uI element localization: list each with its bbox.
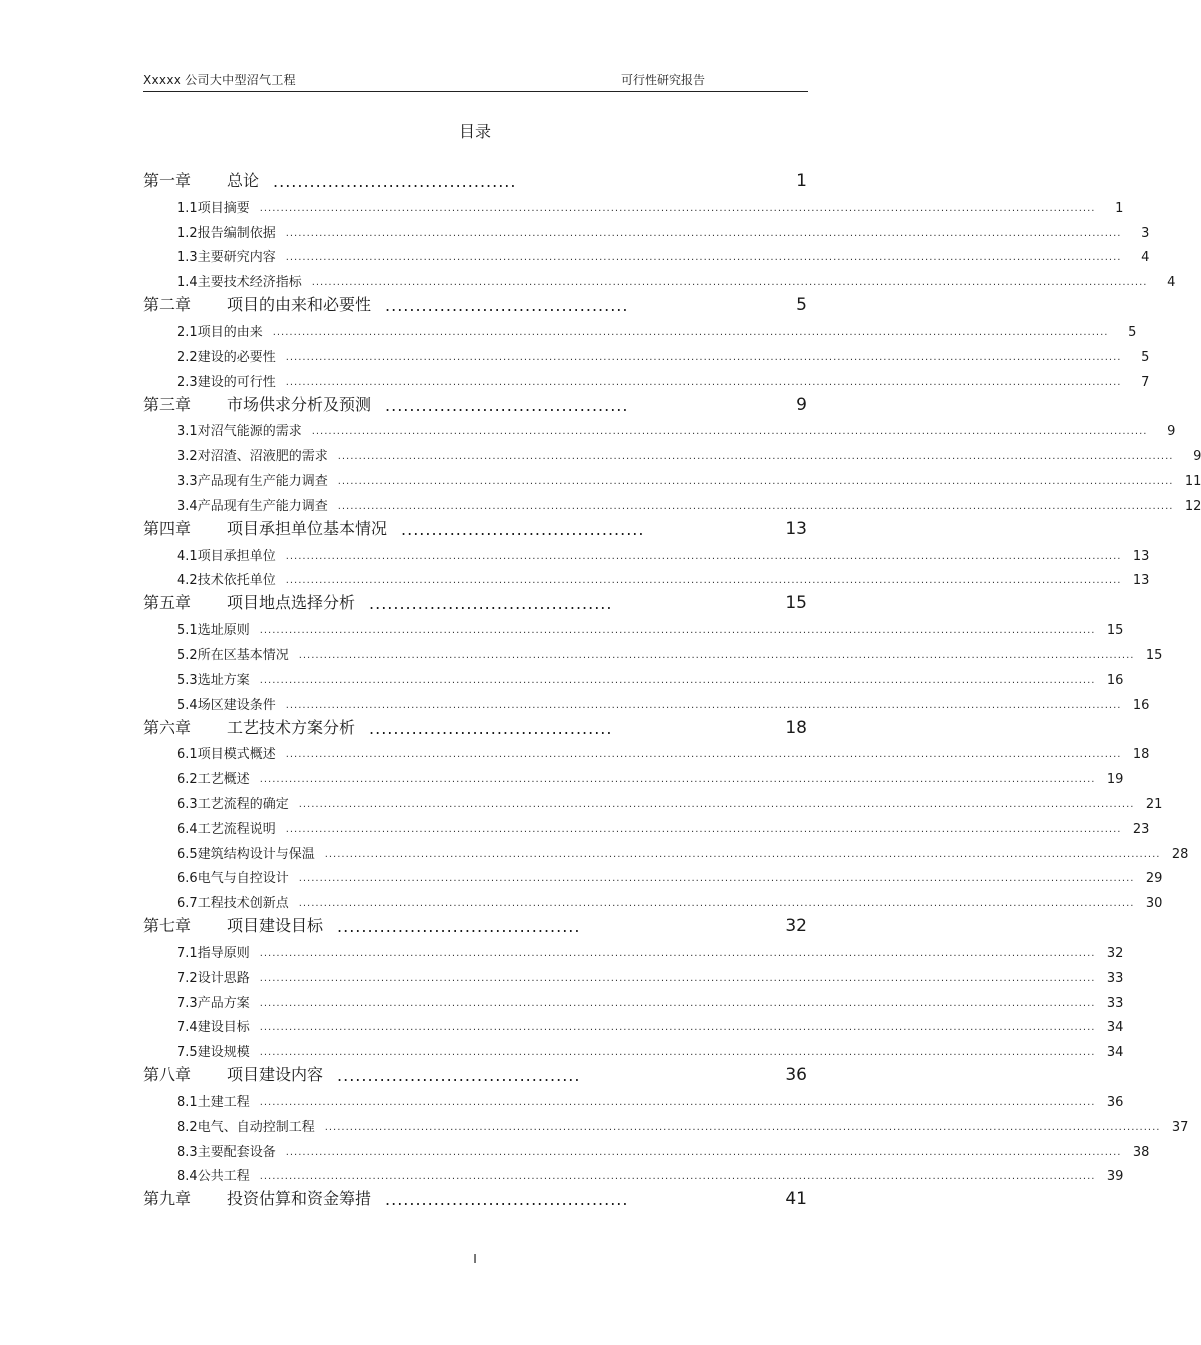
- leader-dots: ........................................................................................................................................................................................................: [259, 774, 1096, 786]
- leader-dots: ........................................................................................................................................................................................................: [298, 649, 1135, 661]
- page-number: 30: [1145, 896, 1163, 912]
- leader-dots: ........................................: [337, 917, 581, 937]
- section-number: 6.1: [177, 747, 198, 763]
- leader-dots: ........................................................................................................................................................................................................: [324, 1121, 1161, 1133]
- toc-chapter-row[interactable]: [143, 514, 807, 539]
- toc-chapter-row[interactable]: [143, 713, 807, 738]
- chapter-title: 项目地点选择分析: [227, 593, 356, 613]
- section-number: 8.2: [177, 1119, 198, 1135]
- section-number: 7.1: [177, 945, 198, 961]
- leader-dots: ........................................................................................................................................................................................................: [337, 451, 1174, 463]
- toc-chapter-row[interactable]: [143, 588, 807, 613]
- toc-section-row[interactable]: [143, 216, 1150, 241]
- section-title: 项目摘要: [197, 200, 250, 216]
- header-company-title: Xxxxx 公司大中型沼气工程: [143, 73, 296, 87]
- leader-dots: ........................................................................................................................................................................................................: [298, 873, 1135, 885]
- section-title: 产品方案: [197, 995, 250, 1011]
- toc-section-row[interactable]: [143, 961, 1124, 986]
- toc-section-row[interactable]: [143, 837, 1189, 862]
- page-number: 33: [1106, 970, 1124, 986]
- leader-dots: ........................................................................................................................................................................................................: [259, 1171, 1096, 1183]
- leader-dots: ........................................: [401, 519, 645, 539]
- toc-section-row[interactable]: [143, 191, 1124, 216]
- section-number: 4.2: [177, 573, 198, 589]
- page-number: 36: [1106, 1094, 1124, 1110]
- section-title: 建设规模: [197, 1045, 250, 1061]
- leader-dots: ........................................................................................................................................................................................................: [259, 625, 1096, 637]
- toc-section-row[interactable]: [143, 787, 1163, 812]
- toc-section-row[interactable]: [143, 265, 1176, 291]
- page-number: 29: [1145, 871, 1163, 887]
- leader-dots: ........................................................................................................................................................................................................: [259, 1096, 1096, 1108]
- section-title: 项目承担单位: [197, 548, 276, 564]
- section-number: 6.3: [177, 796, 198, 812]
- page-number: 9: [796, 394, 807, 415]
- chapter-title: 项目建设内容: [227, 1065, 324, 1085]
- toc-section-row[interactable]: [143, 663, 1124, 688]
- section-number: 4.1: [177, 548, 198, 564]
- section-number: 3.3: [177, 473, 198, 489]
- leader-dots: ........................................................................................................................................................................................................: [298, 898, 1135, 910]
- page-number: 38: [1132, 1144, 1150, 1160]
- chapter-label: 第五章: [143, 593, 192, 613]
- chapter-title: 投资估算和资金筹措: [227, 1189, 372, 1209]
- section-number: 3.4: [177, 498, 198, 514]
- leader-dots: ........................................................................................................................................................................................................: [259, 997, 1096, 1009]
- toc-section-row[interactable]: [143, 1135, 1150, 1160]
- page-number: 7: [1141, 374, 1150, 390]
- page-number: 12: [1184, 498, 1201, 514]
- leader-dots: ........................................................................................................................................................................................................: [298, 798, 1135, 810]
- section-number: 6.7: [177, 896, 198, 912]
- page-number: 41: [785, 1189, 807, 1210]
- section-number: 8.1: [177, 1094, 198, 1110]
- page-number: 32: [1106, 945, 1124, 961]
- section-number: 1.2: [177, 225, 198, 241]
- section-title: 选址方案: [197, 672, 250, 688]
- toc-section-row[interactable]: [143, 539, 1150, 564]
- page-number: 16: [1106, 672, 1124, 688]
- page-number: 32: [785, 916, 807, 937]
- leader-dots: ........................................................................................................................................................................................................: [285, 1146, 1122, 1158]
- toc-section-row[interactable]: [143, 1011, 1124, 1036]
- section-title: 主要研究内容: [197, 250, 276, 266]
- chapter-title: 工艺技术方案分析: [227, 717, 356, 737]
- toc-section-row[interactable]: [143, 365, 1150, 390]
- section-number: 7.5: [177, 1045, 198, 1061]
- toc-section-row[interactable]: [143, 564, 1150, 589]
- leader-dots: ........................................: [369, 594, 613, 614]
- leader-dots: ........................................................................................................................................................................................................: [337, 475, 1174, 487]
- page-number: 11: [1184, 473, 1201, 489]
- toc-section-row[interactable]: [143, 936, 1124, 961]
- section-title: 工艺流程的确定: [197, 796, 289, 812]
- toc-chapter-row[interactable]: [143, 911, 807, 936]
- page-number: 13: [1132, 548, 1150, 564]
- toc-section-row[interactable]: [143, 489, 1201, 514]
- leader-dots: ........................................................................................................................................................................................................: [259, 202, 1096, 214]
- toc-section-row[interactable]: [143, 439, 1201, 465]
- section-title: 指导原则: [197, 945, 250, 961]
- toc-section-row[interactable]: [143, 986, 1124, 1011]
- leader-dots: ........................................................................................................................................................................................................: [285, 575, 1122, 587]
- leader-dots: ........................................................................................................................................................................................................: [259, 674, 1096, 686]
- page-number: 5: [1141, 349, 1150, 365]
- leader-dots: ........................................................................................................................................................................................................: [311, 426, 1148, 438]
- toc-section-row[interactable]: [143, 464, 1201, 489]
- toc-chapter-row[interactable]: [143, 390, 807, 415]
- toc-section-row[interactable]: [143, 241, 1150, 266]
- section-number: 6.6: [177, 871, 198, 887]
- page-number: 13: [785, 518, 807, 539]
- chapter-label: 第七章: [143, 916, 192, 936]
- section-number: 1.4: [177, 275, 198, 291]
- page-number: 5: [796, 295, 807, 316]
- section-title: 选址原则: [197, 623, 250, 639]
- toc-section-row[interactable]: [143, 812, 1150, 837]
- page-number-footer: I: [473, 1252, 477, 1266]
- leader-dots: ........................................................................................................................................................................................................: [285, 749, 1122, 761]
- section-title: 工艺概述: [197, 772, 250, 788]
- toc-heading: 目录: [458, 122, 491, 141]
- toc-section-row[interactable]: [143, 688, 1150, 713]
- section-number: 6.4: [177, 821, 198, 837]
- section-title: 场区建设条件: [197, 697, 276, 713]
- page-number: 36: [785, 1065, 807, 1086]
- chapter-label: 第四章: [143, 518, 192, 538]
- page-number: 1: [796, 171, 807, 191]
- toc-section-row[interactable]: [143, 613, 1124, 639]
- page-number: 39: [1106, 1169, 1124, 1185]
- section-title: 对沼气能源的需求: [197, 424, 302, 440]
- leader-dots: ........................................................................................................................................................................................................: [259, 1022, 1096, 1034]
- section-number: 2.2: [177, 349, 198, 365]
- page-number: 9: [1167, 424, 1176, 440]
- leader-dots: ........................................: [369, 718, 613, 738]
- section-title: 土建工程: [197, 1094, 250, 1110]
- section-number: 6.2: [177, 772, 198, 788]
- section-title: 产品现有生产能力调查: [197, 498, 328, 514]
- section-number: 3.2: [177, 449, 198, 465]
- section-title: 对沼渣、沼液肥的需求: [197, 449, 328, 465]
- toc-section-row[interactable]: [143, 762, 1124, 788]
- page-number: 3: [1141, 225, 1150, 241]
- leader-dots: ........................................................................................................................................................................................................: [285, 252, 1122, 264]
- page-number: 23: [1132, 821, 1150, 837]
- section-title: 建设目标: [197, 1020, 250, 1036]
- chapter-title: 总论: [227, 171, 260, 190]
- chapter-label: 第九章: [143, 1189, 192, 1209]
- section-title: 主要技术经济指标: [197, 275, 302, 291]
- section-title: 建设的可行性: [197, 374, 276, 390]
- section-title: 电气、自动控制工程: [197, 1119, 315, 1135]
- page-number: 15: [1145, 647, 1163, 663]
- section-number: 8.3: [177, 1144, 198, 1160]
- chapter-label: 第八章: [143, 1065, 192, 1085]
- leader-dots: ........................................................................................................................................................................................................: [285, 351, 1122, 363]
- page-number: 21: [1145, 796, 1163, 812]
- toc-chapter-row[interactable]: [143, 1060, 807, 1085]
- section-number: 7.3: [177, 995, 198, 1011]
- chapter-title: 项目建设目标: [227, 916, 324, 936]
- toc-chapter-row[interactable]: [143, 166, 807, 191]
- leader-dots: ........................................: [385, 1190, 629, 1210]
- page-number: 34: [1106, 1045, 1124, 1061]
- toc-section-row[interactable]: [143, 1085, 1124, 1110]
- toc-section-row[interactable]: [143, 315, 1137, 340]
- section-number: 5.3: [177, 672, 198, 688]
- page-number: 33: [1106, 995, 1124, 1011]
- section-number: 7.4: [177, 1020, 198, 1036]
- toc-chapter-row[interactable]: [143, 290, 807, 315]
- toc-section-row[interactable]: [143, 638, 1163, 663]
- toc-section-row[interactable]: [143, 1035, 1124, 1061]
- page-number: 4: [1167, 275, 1176, 291]
- section-title: 建设的必要性: [197, 349, 276, 365]
- section-title: 报告编制依据: [197, 225, 276, 241]
- leader-dots: ........................................................................................................................................................................................................: [285, 823, 1122, 835]
- toc-section-row[interactable]: [143, 1110, 1189, 1135]
- toc-chapter-row[interactable]: [143, 1184, 807, 1209]
- leader-dots: ........................................................................................................................................................................................................: [272, 326, 1109, 338]
- leader-dots: ........................................: [337, 1066, 581, 1086]
- leader-dots: ........................................................................................................................................................................................................: [285, 550, 1122, 562]
- chapter-label: 第二章: [143, 295, 192, 315]
- page-number: 13: [1132, 573, 1150, 589]
- running-header: [143, 70, 808, 92]
- chapter-label: 第六章: [143, 717, 192, 737]
- page-number: 9: [1193, 449, 1201, 465]
- section-number: 2.1: [177, 324, 198, 340]
- section-title: 项目的由来: [197, 324, 263, 340]
- leader-dots: ........................................................................................................................................................................................................: [311, 277, 1148, 289]
- section-title: 工程技术创新点: [197, 896, 289, 912]
- section-title: 设计思路: [197, 970, 250, 986]
- section-title: 技术依托单位: [197, 573, 276, 589]
- chapter-label: 第三章: [143, 394, 192, 414]
- page-number: 16: [1132, 697, 1150, 713]
- chapter-title: 市场供求分析及预测: [227, 394, 372, 414]
- page-number: 5: [1128, 324, 1137, 340]
- section-number: 3.1: [177, 424, 198, 440]
- page-number: 18: [785, 717, 807, 738]
- page-number: 18: [1132, 747, 1150, 763]
- section-number: 5.2: [177, 647, 198, 663]
- page-number: 15: [785, 593, 807, 614]
- toc-section-row[interactable]: [143, 340, 1150, 365]
- section-number: 1.3: [177, 250, 198, 266]
- table-of-contents: [143, 166, 1201, 1210]
- section-title: 主要配套设备: [197, 1144, 276, 1160]
- leader-dots: ........................................................................................................................................................................................................: [285, 376, 1122, 388]
- page-number: 28: [1171, 846, 1189, 862]
- toc-section-row[interactable]: [143, 1160, 1124, 1185]
- section-title: 产品现有生产能力调查: [197, 473, 328, 489]
- leader-dots: ........................................................................................................................................................................................................: [324, 848, 1161, 860]
- leader-dots: ........................................................................................................................................................................................................: [337, 500, 1174, 512]
- toc-section-row[interactable]: [143, 862, 1163, 887]
- section-number: 6.5: [177, 846, 198, 862]
- leader-dots: ........................................................................................................................................................................................................: [285, 227, 1122, 239]
- section-number: 5.1: [177, 623, 198, 639]
- toc-section-row[interactable]: [143, 886, 1163, 912]
- chapter-title: 项目的由来和必要性: [227, 295, 372, 315]
- section-title: 建筑结构设计与保温: [197, 846, 315, 862]
- section-number: 2.3: [177, 374, 198, 390]
- leader-dots: ........................................................................................................................................................................................................: [259, 1047, 1096, 1059]
- section-number: 7.2: [177, 970, 198, 986]
- chapter-title: 项目承担单位基本情况: [227, 518, 388, 538]
- header-report-type: 可行性研究报告: [621, 73, 706, 87]
- page-number: 37: [1171, 1119, 1189, 1135]
- leader-dots: ........................................: [273, 172, 517, 191]
- section-title: 所在区基本情况: [197, 647, 289, 663]
- chapter-label: 第一章: [143, 171, 192, 190]
- page-number: 34: [1106, 1020, 1124, 1036]
- leader-dots: ........................................: [385, 395, 629, 415]
- leader-dots: ........................................................................................................................................................................................................: [259, 972, 1096, 984]
- section-number: 5.4: [177, 697, 198, 713]
- page-number: 15: [1106, 623, 1124, 639]
- toc-section-row[interactable]: [143, 415, 1176, 440]
- section-title: 电气与自控设计: [197, 871, 289, 887]
- section-title: 工艺流程说明: [197, 821, 276, 837]
- toc-section-row[interactable]: [143, 738, 1150, 763]
- section-title: 项目模式概述: [197, 747, 276, 763]
- leader-dots: ........................................................................................................................................................................................................: [259, 947, 1096, 959]
- page-number: 4: [1141, 250, 1150, 266]
- section-number: 1.1: [177, 200, 198, 216]
- leader-dots: ........................................: [385, 296, 629, 316]
- page-number: 1: [1115, 200, 1124, 216]
- section-number: 8.4: [177, 1169, 198, 1185]
- section-title: 公共工程: [197, 1169, 250, 1185]
- page-number: 19: [1106, 772, 1124, 788]
- leader-dots: ........................................................................................................................................................................................................: [285, 699, 1122, 711]
